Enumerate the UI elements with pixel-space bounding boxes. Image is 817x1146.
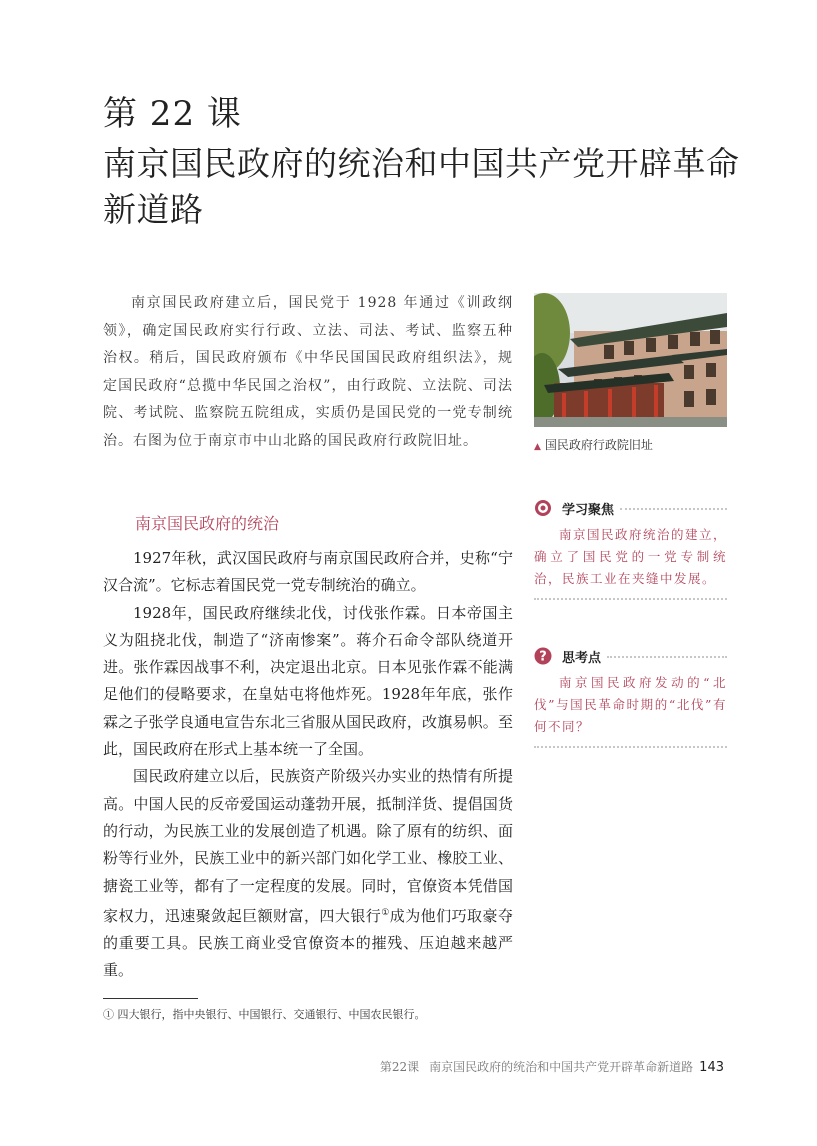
body-paragraph-1: 1927年秋，武汉国民政府与南京国民政府合并，史称“宁汉合流”。它标志着国民党一党专制统治的确立。 <box>103 549 513 595</box>
photo-caption-text: 国民政府行政院旧址 <box>544 438 653 452</box>
photo-caption <box>534 436 653 453</box>
body-paragraph-3 <box>103 763 513 984</box>
section-body <box>103 545 513 985</box>
divider <box>620 508 727 510</box>
government-building-photo <box>534 293 727 427</box>
footnote-marker[interactable]: ① <box>381 907 390 918</box>
lesson-title-line1: 南京国民政府的统治和中国共产党开辟革命 <box>103 144 740 183</box>
intro-paragraph: 南京国民政府建立后，国民党于 1928 年通过《训政纲领》，确定国民政府实行行政、立法、司法、考试、监察五种治权。稍后，国民政府颁布《中华民国国民政府组织法》，规定国民政府“总揽中华民国之治权”，由行政院、立法院、司法院、考试院、监察院五院组成，实质仍是国民党的一党专制统治。右图为位于南京市中山北路的国民政府行政院旧址。 <box>103 295 513 449</box>
thinking-text: 南京国民政府发动的“北伐”与国民革命时期的“北伐”有何不同？ <box>534 675 727 734</box>
page-number: 143 <box>699 1060 724 1075</box>
study-focus-title: 学习聚焦 <box>562 502 615 518</box>
p3-text-before: 国民政府建立以后，民族资产阶级兴办实业的热情有所提高。中国人民的反帝爱国运动蓬勃开展，抵制洋货、提倡国货的行动，为民族工业的发展创造了机遇。除了原有的纺织、面粉等行业外，民族工业中的新兴部门如化学工业、橡胶工业、搪瓷工业等，都有了一定程度的发展。同时，官僚资本凭借国家权力，迅速聚敛起巨额财富，四大银行 <box>103 767 513 925</box>
thinking-title: 思考点 <box>562 650 602 666</box>
thinking-box <box>534 646 727 748</box>
footnote-rule <box>103 998 198 999</box>
caption-triangle-icon: ▲ <box>534 442 541 452</box>
running-footer-lesson: 第22课 <box>379 1060 420 1074</box>
p3-text-after: 成为他们巧取豪夺的重要工具。民族工商业受官僚资本的摧残、压迫越来越严重。 <box>103 906 513 980</box>
section-heading: 南京国民政府的统治 <box>135 514 280 533</box>
divider <box>534 746 727 748</box>
running-footer-title: 南京国民政府的统治和中国共产党开辟革命新道路 <box>429 1060 694 1074</box>
lesson-number: 第 22 课 <box>103 94 242 134</box>
target-icon <box>534 499 552 517</box>
lesson-title-line2: 新道路 <box>103 190 204 229</box>
footnote: ① 四大银行，指中央银行、中国银行、交通银行、中国农民银行。 <box>103 1008 426 1021</box>
svg-text:?: ? <box>539 649 547 665</box>
study-focus-box <box>534 498 727 600</box>
study-focus-text: 南京国民政府统治的建立，确立了国民党的一党专制统治，民族工业在夹缝中发展。 <box>534 527 728 586</box>
running-footer <box>380 1058 724 1075</box>
question-icon <box>534 647 552 665</box>
divider <box>534 598 727 600</box>
body-paragraph-2: 1928年，国民政府继续北伐，讨伐张作霖。日本帝国主义为阻挠北伐，制造了“济南惨案”。蒋介石命令部队绕道开进。张作霖因战事不利，决定退出北京。日本见张作霖不能满足他们的侵略要求，在皇姑屯将他炸死。1928年年底，张作霖之子张学良通电宣告东北三省服从国民政府，改旗易帜。至此，国民政府在形式上基本统一了全国。 <box>103 603 513 759</box>
divider <box>607 656 727 658</box>
